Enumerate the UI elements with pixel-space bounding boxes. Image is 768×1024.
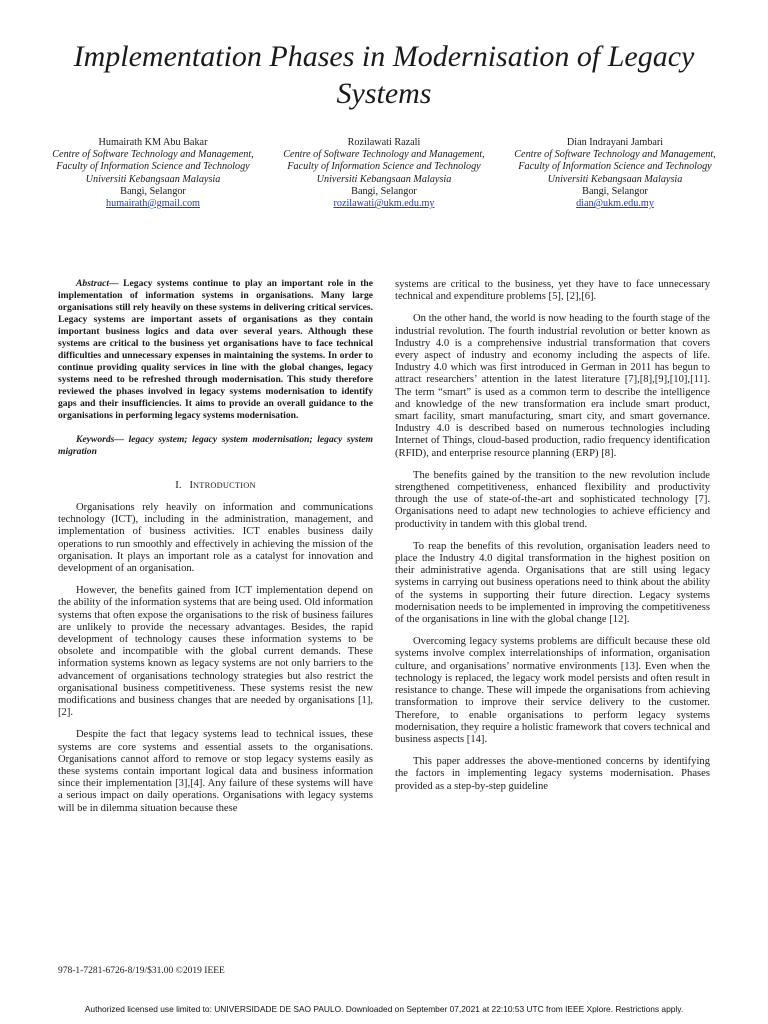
author-block: [45, 137, 723, 210]
author-email-link[interactable]: dian@ukm.edu.my: [576, 198, 654, 210]
body-paragraph: To reap the benefits of this revolution, organisation leaders need to place the Industry 4.0 digital transformation in the highest position on their administrative agenda. Organisations that are still using legacy systems in carrying out business operations need to think about the ability of the systems in supporting their future direction. Legacy systems modernisation needs to be implemented in improving the competitiveness of the organisations in line with the global change [12].: [395, 540, 710, 626]
abstract: [58, 278, 373, 422]
author-name: Humairath KM Abu Bakar: [98, 137, 208, 148]
abstract-text: Legacy systems continue to play an important role in the implementation of information systems in organisations. Many large organisations still rely heavily on these systems in delivering critical services. Legacy systems are important assets of organisations as they contain important business logics and data over several years. Although these systems are critical to the business yet organisations have to face technical difficulties and unnecessary expenses in maintaining the systems. In order to continue providing quality services in line with the global changes, legacy systems need to be refreshed through modernisation. This study therefore reviewed the phases involved in legacy systems modernisation to identify gaps and their insufficiencies. It aims to provide an overall guidance to the organisations in performing legacy systems modernisation.: [58, 278, 373, 421]
section-title-rest: NTRODUCTION: [193, 481, 256, 490]
body-paragraph: The benefits gained by the transition to the new revolution include strengthened competitiveness, enhanced flexibility and productivity through the use of state-of-the-art and sophisticated technology [7]. Organisations need to adapt new technologies to achieve efficiency and productivity in tandem with this global trend.: [395, 469, 710, 530]
body-paragraph: Despite the fact that legacy systems lead to technical issues, these systems are core systems and essential assets to the organisations. Organisations cannot afford to remove or stop legacy systems easily as these systems contain important logical data and business information since their implementation [3],[4]. Any failure of these systems will have a serious impact on daily operations. Organisations with legacy systems will be in dilemma situation because these: [58, 729, 373, 814]
abstract-lead: Abstract—: [76, 278, 119, 289]
right-column: [395, 279, 710, 803]
author-name: Rozilawati Razali: [347, 137, 421, 148]
licence-notice: Authorized licensed use limited to: UNIVERSIDADE DE SAO PAULO. Downloaded on September 07,2021 at 22:10:53 UTC from IEEE Xplore. Restrictions apply.: [84, 1004, 684, 1014]
author-1: [45, 137, 261, 210]
author-affiliation: Centre of Software Technology and Management,: [283, 149, 485, 161]
body-paragraph: This paper addresses the above-mentioned concerns by identifying the factors in implementing legacy systems modernisation. Phases provided as a step-by-step guideline: [395, 756, 710, 792]
section-heading-introduction: [58, 480, 373, 492]
author-email-link[interactable]: humairath@gmail.com: [106, 198, 200, 210]
author-university: Universiti Kebangsaan Malaysia: [547, 173, 683, 185]
author-location: Bangi, Selangor: [120, 185, 186, 197]
author-university: Universiti Kebangsaan Malaysia: [316, 173, 452, 185]
author-location: Bangi, Selangor: [351, 185, 417, 197]
paper-title: Implementation Phases in Modernisation of Legacy Systems: [73, 40, 695, 110]
section-title-initial: I: [189, 480, 194, 491]
body-paragraph: Overcoming legacy systems problems are difficult because these old systems involve complex interrelationships of information, organisation culture, and organisations’ normative environments [13]. Even when the technology is replaced, the legacy work model persists and often result in resistance to change. These will impede the organisations from achieving transformation to improve their service delivery to the customer. Therefore, to enable organisations to perform legacy systems modernisation, they require a holistic framework that covers technical and business aspects [14].: [395, 636, 710, 745]
section-number: I.: [175, 480, 182, 491]
author-faculty: Faculty of Information Science and Technology: [287, 161, 481, 173]
author-university: Universiti Kebangsaan Malaysia: [85, 173, 221, 185]
body-paragraph: However, the benefits gained from ICT implementation depend on the ability of the information systems that are being used. Old information systems that often expose the organisations to the risk of business failures are unlikely to provide the necessary advantages. Besides, the rapid development of technology causes these information systems to be obsolete and incompatible with the global current demands. These information systems known as legacy systems are not only barriers to the advancement of organisations technology strategies but also restrict the organisational business competitiveness. These systems resist the new modifications and business changes that are needed by organisations [1],[2].: [58, 585, 373, 719]
body-paragraph: On the other hand, the world is now heading to the fourth stage of the industrial revolution. The fourth industrial revolution or better known as Industry 4.0 is a comprehensive industrial transformation that covers every aspect of industry and economy including the aspects of life. Industry 4.0 which was first introduced in German in 2011 has begun to attract researchers’ attention in the latest literature [7],[8],[9],[10],[11]. The term “smart” is used as a common term to describe the intelligence and knowledge of the new transformation era include smart product, smart facility, smart manufacturing, smart city, and smart governance. Industry 4.0 is described based on numerous technologies including Internet of Things, cloud-based production, radio frequency identification (RFID), and enterprise resource planning (ERP) [8].: [395, 313, 710, 459]
author-2: [276, 137, 492, 210]
body-paragraph: Organisations rely heavily on information and communications technology (ICT), including in the administration, management, and implementation of business activities. ICT enables business daily operations to run smoothly and effectively in achieving the mission of the organisation. It plays an important role as a catalyst for innovation and development of an organisation.: [58, 502, 373, 575]
author-faculty: Faculty of Information Science and Technology: [56, 161, 250, 173]
author-affiliation: Centre of Software Technology and Management,: [514, 149, 716, 161]
author-name: Dian Indrayani Jambari: [566, 137, 664, 148]
body-paragraph-continued: systems are critical to the business, yet they have to face unnecessary technical and expenditure problems [5], [2],[6].: [395, 279, 710, 303]
author-faculty: Faculty of Information Science and Technology: [518, 161, 712, 173]
copyright-footer: 978-1-7281-6726-8/19/$31.00 ©2019 IEEE: [58, 966, 225, 976]
left-column: [58, 278, 373, 825]
author-location: Bangi, Selangor: [582, 185, 648, 197]
author-affiliation: Centre of Software Technology and Management,: [52, 149, 254, 161]
keywords: Keywords— legacy system; legacy system modernisation; legacy system migration: [58, 434, 373, 457]
author-email-link[interactable]: rozilawati@ukm.edu.my: [333, 198, 435, 210]
author-3: [507, 137, 723, 210]
